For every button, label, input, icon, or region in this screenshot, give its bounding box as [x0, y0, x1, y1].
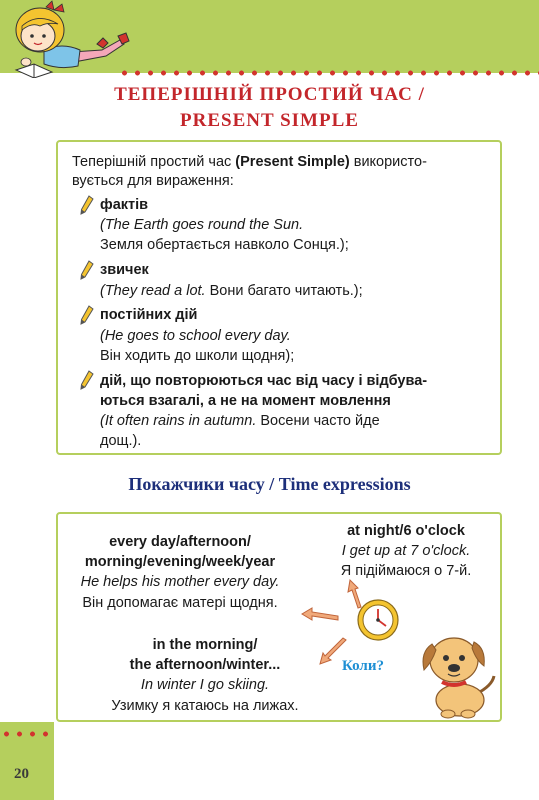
question-label: Коли?	[342, 658, 384, 674]
usage-example-line	[100, 216, 303, 234]
usage-example-line	[100, 236, 349, 254]
footer-dot-line	[0, 730, 54, 738]
expression-group-3-line-1: in the morning/	[152, 637, 258, 653]
example-english: (They read a lot.	[100, 283, 206, 299]
example-english: (He goes to school every day.	[100, 328, 291, 344]
usage-item-head: дій, що повторюються час від часу і відбува-	[100, 373, 428, 389]
expression-group-2-example-en: I get up at 7 o'clock.	[341, 543, 471, 559]
expression-group-1-line-1: every day/afternoon/	[109, 534, 251, 550]
arrow-left-icon	[302, 608, 338, 620]
expression-group-3-line-2: the afternoon/winter...	[129, 657, 281, 673]
example-english: (It often rains in autumn.	[100, 413, 257, 429]
example-english: (The Earth goes round the Sun.	[100, 217, 304, 233]
expression-group-2-line-1: at night/6 o'clock	[347, 523, 465, 539]
expression-group-3-example-en: In winter I go skiing.	[140, 677, 270, 693]
usage-example-line	[100, 282, 363, 300]
pencil-icon	[80, 305, 94, 325]
pencil-icon	[80, 195, 94, 215]
intro-text-end: використо-	[349, 154, 427, 170]
usage-item-head: постійних дій	[100, 307, 198, 323]
intro-line-2: вується для вираження:	[72, 173, 234, 189]
page-number: 20	[14, 766, 29, 782]
usage-example-line	[100, 412, 380, 430]
example-ukrainian: дощ.).	[100, 433, 142, 449]
time-expressions-title: Покажчики часу / Time expressions	[128, 474, 411, 494]
expression-group-1-example-uk: Він допомагає матері щодня.	[82, 595, 278, 611]
usage-example-line	[100, 327, 291, 345]
arrow-up-icon	[348, 580, 361, 608]
expression-group-1-example-en: He helps his mother every day.	[80, 574, 280, 590]
example-ukrainian: Земля обертається навколо Сонця.);	[100, 237, 349, 253]
girl-reading-illustration	[2, 0, 137, 78]
intro-text: Теперішній простий час	[72, 154, 236, 170]
usage-example-line	[100, 347, 294, 365]
intro-line-1	[72, 153, 427, 171]
usage-example-line	[100, 432, 141, 450]
pencil-icon	[80, 260, 94, 280]
expression-group-2-example-uk: Я підіймаюся о 7-й.	[340, 563, 472, 579]
usage-item-head-cont: ються взагалі, а не на момент мовлення	[100, 393, 391, 409]
example-ukrainian: Вони багато читають.);	[205, 283, 363, 299]
clock-icon	[358, 600, 398, 640]
header-dot-line	[118, 69, 539, 77]
pencil-icon	[80, 370, 94, 390]
dog-illustration	[414, 628, 500, 720]
usage-item-head: звичек	[100, 262, 149, 278]
expression-group-3-example-uk: Узимку я катаюсь на лижах.	[111, 698, 299, 714]
page-title-ukrainian: ТЕПЕРІШНІЙ ПРОСТИЙ ЧАС /	[114, 84, 425, 105]
example-ukrainian: Восени часто йде	[256, 413, 380, 429]
example-ukrainian: Він ходить до школи щодня);	[100, 348, 295, 364]
expression-group-1-line-2: morning/evening/week/year	[84, 554, 276, 570]
intro-term: (Present Simple)	[235, 154, 350, 170]
page-title-english: PRESENT SIMPLE	[180, 110, 359, 131]
usage-item-head: фактів	[100, 197, 149, 213]
